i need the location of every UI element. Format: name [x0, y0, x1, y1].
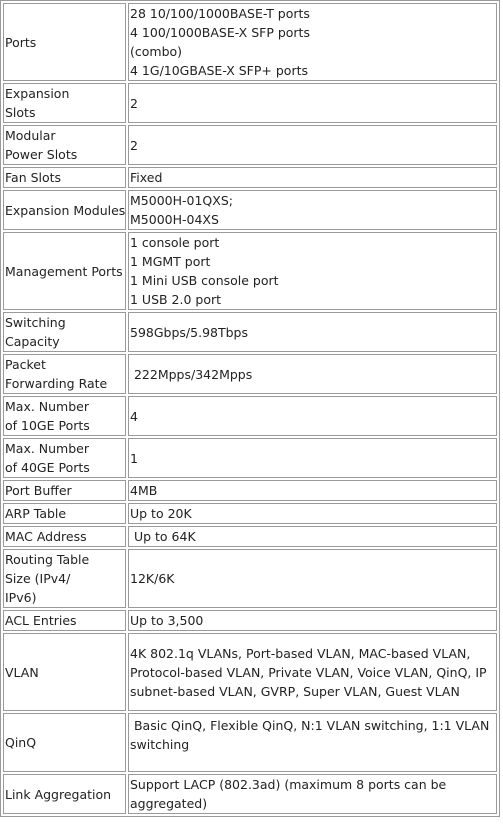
row-value [128, 396, 497, 436]
label-text: Ports [5, 34, 37, 50]
value-line: M5000H-04XS [130, 212, 219, 227]
label-text: Max. Number of 10GE Ports [5, 399, 90, 433]
row-value [128, 3, 497, 81]
table-row-routing-table-size [3, 549, 497, 608]
label-text: Management Ports [5, 263, 123, 279]
value-line: 28 10/100/1000BASE-T ports [130, 6, 310, 21]
row-label [3, 354, 126, 394]
value-line: 598Gbps/5.98Tbps [130, 324, 248, 340]
table-row-acl-entries [3, 610, 497, 631]
row-value [128, 232, 497, 310]
row-label [3, 190, 126, 230]
table-row-management-ports [3, 232, 497, 310]
table-row-mac-address [3, 526, 497, 547]
value-line: 12K/6K [130, 571, 175, 586]
row-label [3, 232, 126, 310]
label-text: Switching Capacity [5, 315, 66, 349]
row-label [3, 83, 126, 123]
row-label [3, 480, 126, 501]
row-value [128, 633, 497, 711]
label-text: Port Buffer [5, 483, 72, 498]
row-value [128, 190, 497, 230]
value-line: 1 Mini USB console port [130, 273, 279, 288]
row-label [3, 713, 126, 772]
row-value [128, 610, 497, 631]
value-line: (combo) [130, 44, 183, 59]
value-line: Up to 20K [130, 506, 192, 521]
value-line: 1 USB 2.0 port [130, 292, 222, 307]
row-value [128, 774, 497, 814]
label-text: Max. Number of 40GE Ports [5, 441, 90, 475]
table-row-modular-power-slots [3, 125, 497, 165]
value-line: Support LACP (802.3ad) (maximum 8 ports can be aggregated) [130, 777, 447, 811]
value-line: 1 console port [130, 235, 220, 250]
row-value [128, 312, 497, 352]
row-label [3, 167, 126, 188]
value-line: 4 100/1000BASE-X SFP ports [130, 25, 310, 40]
row-value [128, 354, 497, 394]
label-text: Link Aggregation [5, 786, 112, 802]
table-row-vlan [3, 633, 497, 711]
value-line: 4MB [130, 483, 158, 498]
value-line: 1 [130, 450, 138, 466]
table-row-qinq [3, 713, 497, 772]
label-text: Expansion Modules [5, 202, 126, 218]
row-value [128, 167, 497, 188]
value-line: M5000H-01QXS; [130, 193, 233, 208]
label-text: Packet Forwarding Rate [5, 357, 108, 391]
row-label [3, 438, 126, 478]
value-line: 2 [130, 95, 138, 111]
value-line: Up to 3,500 [130, 613, 204, 628]
row-value [128, 526, 497, 547]
row-value [128, 503, 497, 524]
table-row-ports [3, 3, 497, 81]
row-label [3, 503, 126, 524]
value-line: Basic QinQ, Flexible QinQ, N:1 VLAN switching, 1:1 VLAN switching [130, 718, 494, 752]
table-row-packet-forwarding-rate [3, 354, 497, 394]
table-row-max-40ge-ports [3, 438, 497, 478]
row-label [3, 3, 126, 81]
value-line: 1 MGMT port [130, 254, 211, 269]
label-text: Routing Table Size (IPv4/ IPv6) [5, 552, 90, 605]
value-line: Fixed [130, 170, 163, 185]
value-line: 4 1G/10GBASE-X SFP+ ports [130, 63, 308, 78]
table-row-max-10ge-ports [3, 396, 497, 436]
value-line: 2 [130, 137, 138, 153]
table-row-fan-slots [3, 167, 497, 188]
row-value [128, 549, 497, 608]
row-value [128, 480, 497, 501]
row-label [3, 125, 126, 165]
row-label [3, 526, 126, 547]
table-row-port-buffer [3, 480, 497, 501]
value-line: 222Mpps/342Mpps [130, 366, 253, 382]
table-row-expansion-slots [3, 83, 497, 123]
label-text: Modular Power Slots [5, 128, 78, 162]
table-row-switching-capacity [3, 312, 497, 352]
label-text: Expansion Slots [5, 86, 70, 120]
label-text: QinQ [5, 735, 37, 750]
row-value [128, 125, 497, 165]
row-label [3, 549, 126, 608]
row-value [128, 438, 497, 478]
row-label [3, 396, 126, 436]
row-label [3, 312, 126, 352]
label-text: MAC Address [5, 529, 87, 544]
table-row-expansion-modules [3, 190, 497, 230]
table-row-arp-table [3, 503, 497, 524]
label-text: ARP Table [5, 506, 67, 521]
row-value [128, 713, 497, 772]
row-label [3, 774, 126, 814]
value-line: Up to 64K [130, 529, 196, 544]
value-line: 4K 802.1q VLANs, Port-based VLAN, MAC-based VLAN, Protocol-based VLAN, Private VLAN, Voice VLAN, QinQ, IP subnet-based VLAN, GVRP, Super VLAN, Guest VLAN [130, 645, 487, 699]
table-row-link-aggregation [3, 774, 497, 814]
row-label [3, 633, 126, 711]
label-text: ACL Entries [5, 613, 77, 628]
row-label [3, 610, 126, 631]
label-text: Fan Slots [5, 170, 62, 185]
label-text: VLAN [5, 664, 39, 680]
value-line: 4 [130, 408, 138, 424]
row-value [128, 83, 497, 123]
